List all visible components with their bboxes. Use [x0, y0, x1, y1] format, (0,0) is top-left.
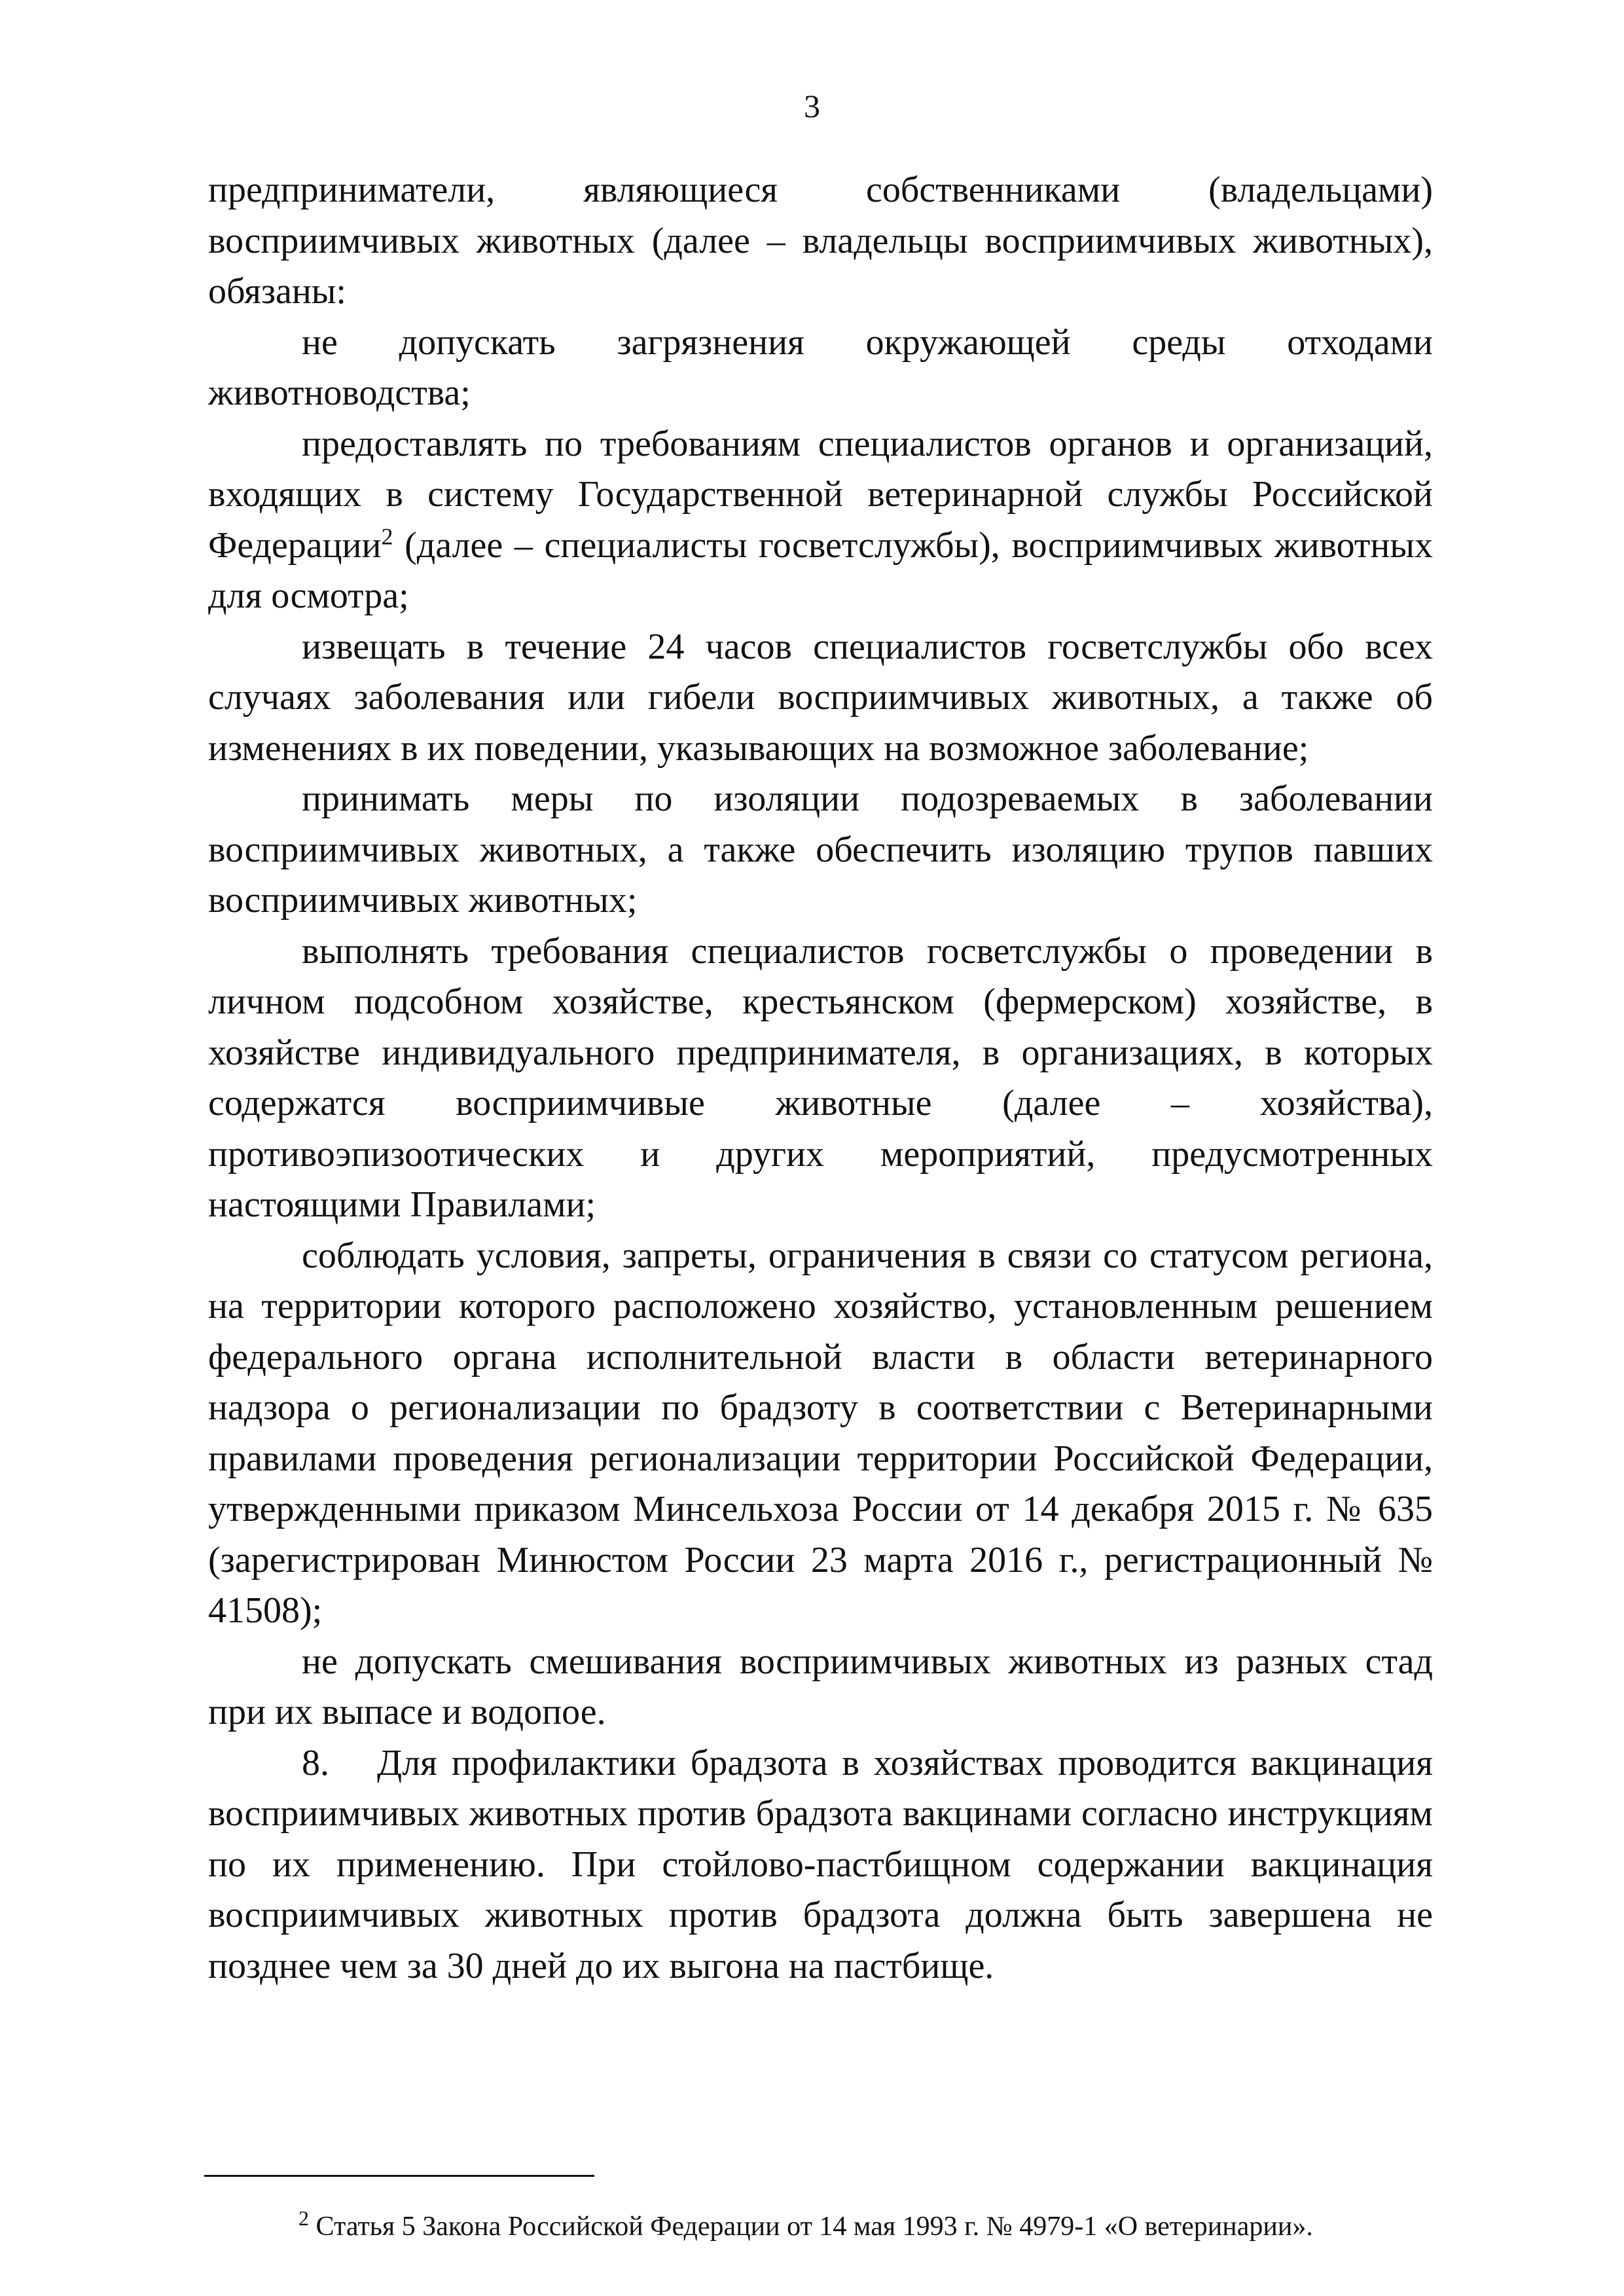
footnote-text: Статья 5 Закона Российской Федерации от 14 мая 1993 г. № 4979-1 «О ветеринарии».	[309, 2212, 1313, 2242]
paragraph-isolation: принимать меры по изоляции подозреваемых в заболевании восприимчивых животных, а также обеспечить изоляцию трупов павших восприимчивых животных;	[208, 778, 1433, 920]
paragraph-provide-animals-part2: (далее – специалисты госветслужбы), восприимчивых животных для осмотра;	[208, 524, 1433, 616]
page-number: 3	[804, 88, 820, 124]
footnote-mark: 2	[298, 2206, 309, 2230]
paragraph-provide-animals-part1: предоставлять по требованиям специалистов органов и организаций, входящих в систему Государственной ветеринарной службы Российской Федерации	[208, 423, 1433, 566]
body-text	[208, 165, 1433, 1992]
paragraph-owners-obliged: предприниматели, являющиеся собственниками (владельцами) восприимчивых животных (далее – владельцы восприимчивых животных), обязаны:	[208, 170, 1433, 312]
paragraph-provide-animals	[208, 419, 1433, 622]
paragraph-8-text: Для профилактики брадзота в хозяйствах проводится вакцинация восприимчивых животных против брадзота вакцинами согласно инструкциям по их применению. При стойлово-пастбищном содержании вакцинация восприимчивых животных против брадзота должна быть завершена не позднее чем за 30 дней до их выгона на пастбище.	[208, 1742, 1433, 1986]
paragraph-no-mixing: не допускать смешивания восприимчивых животных из разных стад при их выпасе и водопое.	[208, 1641, 1433, 1732]
paragraph-number: 8.	[302, 1742, 329, 1783]
paragraph-notify-24h: извещать в течение 24 часов специалистов госветслужбы обо всех случаях заболевания или гибели восприимчивых животных, а также об изменениях в их поведении, указывающих на возможное заболевание;	[208, 626, 1433, 769]
paragraph-requirements: выполнять требования специалистов госветслужбы о проведении в личном подсобном хозяйстве, крестьянском (фермерском) хозяйстве, в хозяйстве индивидуального предпринимателя, в организациях, в которых содержатся восприимчивые животные (далее – хозяйства), противоэпизоотических и других мероприятий, предусмотренных настоящими Правилами;	[208, 930, 1433, 1225]
footnote	[298, 2206, 1477, 2244]
paragraph-regionalization: соблюдать условия, запреты, ограничения в связи со статусом региона, на территории которого расположено хозяйство, установленным решением федерального органа исполнительной власти в области ветеринарного надзора о регионализации по брадзоту в соответствии с Ветеринарными правилами проведения регионализации территории Российской Федерации, утвержденными приказом Минсельхоза России от 14 декабря 2015 г. № 635 (зарегистрирован Минюстом России 23 марта 2016 г., регистрационный № 41508);	[208, 1235, 1433, 1631]
footnote-reference[interactable]: 2	[381, 522, 393, 549]
footnote-separator	[204, 2175, 594, 2177]
paragraph-no-pollution: не допускать загрязнения окружающей среды отходами животноводства;	[208, 321, 1433, 413]
paragraph-8-vaccination	[208, 1738, 1433, 1992]
